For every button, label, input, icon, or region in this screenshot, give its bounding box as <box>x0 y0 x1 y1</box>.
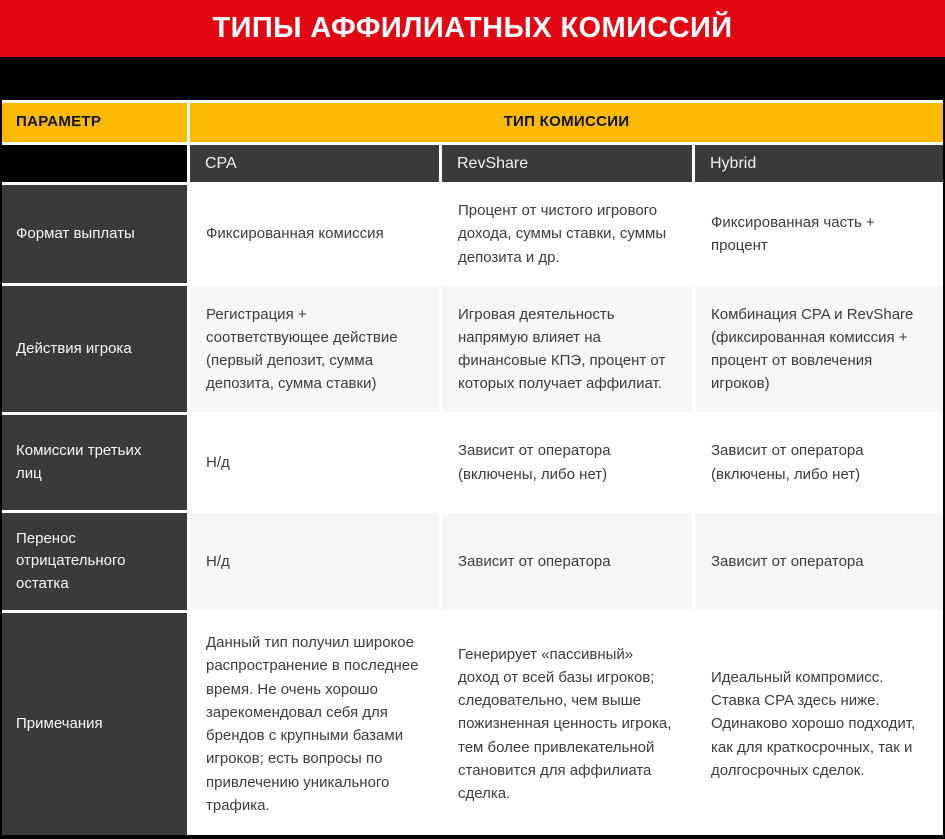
table-cell-hybrid: Зависит от оператора (включены, либо нет) <box>695 415 943 510</box>
table-cell-revshare: Зависит от оператора <box>442 513 692 610</box>
row-label: Действия игрока <box>2 286 187 412</box>
table-cell-revshare: Игровая деятельность напрямую влияет на финансовые КПЭ, процент от которых получает аффилиат. <box>442 286 692 412</box>
row-label: Формат выплаты <box>2 185 187 283</box>
row-label: Примечания <box>2 613 187 835</box>
row-label: Комиссии третьих лиц <box>2 415 187 510</box>
table-cell-cpa: Н/д <box>190 513 439 610</box>
column-group-header-commission-type: ТИП КОМИССИИ <box>190 103 943 142</box>
table-cell-hybrid: Идеальный компромисс. Ставка CPA здесь ниже. Одинаково хорошо подходит, как для краткосрочных, так и долгосрочных сделок. <box>695 613 943 835</box>
column-header-hybrid: Hybrid <box>695 145 943 182</box>
table-cell-hybrid: Комбинация CPA и RevShare (фиксированная комиссия + процент от вовлечения игроков) <box>695 286 943 412</box>
spacer-band <box>0 57 945 100</box>
corner-cell <box>2 145 187 182</box>
table-cell-revshare: Процент от чистого игрового дохода, суммы ставки, суммы депозита и др. <box>442 185 692 283</box>
table-cell-cpa: Данный тип получил широкое распространение в последнее время. Не очень хорошо зарекомендовал себя для брендов с крупными базами игроков; есть вопросы по привлечению уникального трафика. <box>190 613 439 835</box>
table-cell-cpa: Н/д <box>190 415 439 510</box>
commission-comparison-table <box>2 100 943 835</box>
table-cell-hybrid: Зависит от оператора <box>695 513 943 610</box>
table-cell-cpa: Регистрация + соответствующее действие (первый депозит, сумма депозита, сумма ставки) <box>190 286 439 412</box>
row-label: Перенос отрицательного остатка <box>2 513 187 610</box>
table-cell-revshare: Генерирует «пассивный» доход от всей базы игроков; следовательно, чем выше пожизненная ценность игрока, тем более привлекательной становится для аффилиата сделка. <box>442 613 692 835</box>
column-header-revshare: RevShare <box>442 145 692 182</box>
table-cell-cpa: Фиксированная комиссия <box>190 185 439 283</box>
table-cell-revshare: Зависит от оператора (включены, либо нет) <box>442 415 692 510</box>
column-header-cpa: CPA <box>190 145 439 182</box>
bottom-border <box>0 835 945 839</box>
table-cell-hybrid: Фиксированная часть + процент <box>695 185 943 283</box>
page-title: ТИПЫ АФФИЛИАТНЫХ КОМИССИЙ <box>212 12 733 44</box>
column-header-parameter: ПАРАМЕТР <box>2 103 187 142</box>
title-banner <box>0 0 945 57</box>
